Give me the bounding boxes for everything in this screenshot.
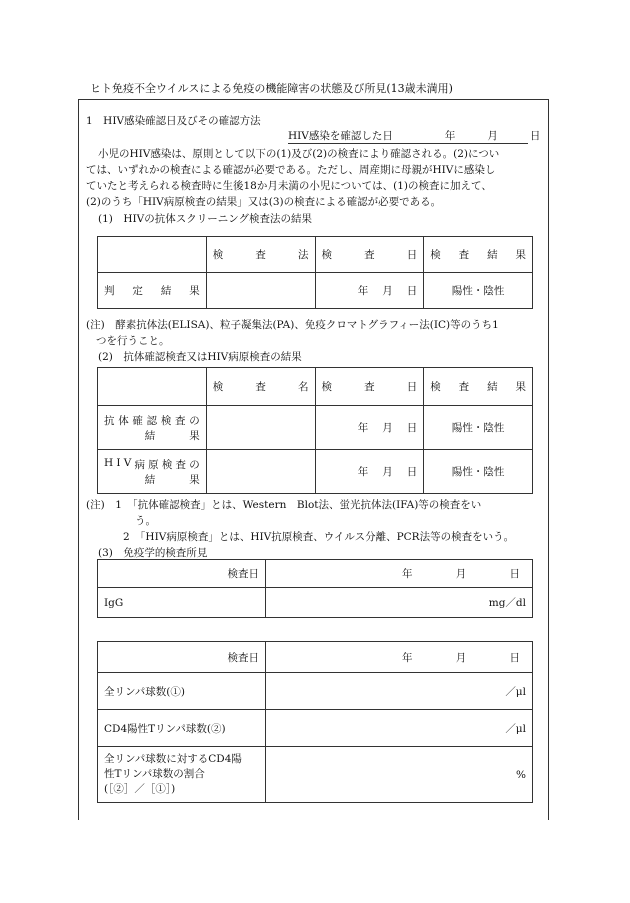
pathogen-label-bottom: 結 果 bbox=[144, 473, 200, 486]
header-result bbox=[424, 368, 533, 406]
name-input[interactable] bbox=[206, 450, 315, 494]
ratio-label-line: (［②］／［①］) bbox=[104, 783, 176, 795]
screening-table bbox=[97, 236, 533, 309]
header-name-text: 検 査 名 bbox=[212, 381, 309, 393]
pathogen-label-top: H I V 病 原 検 査 の bbox=[104, 456, 200, 471]
header-date-text: 検 査 日 bbox=[321, 249, 418, 261]
sub3-heading: (3) 免疫学的検査所見 bbox=[98, 547, 208, 559]
total-lymphocyte-input[interactable]: ／μl bbox=[266, 673, 533, 710]
result-cell[interactable]: 陽性・陰性 bbox=[424, 273, 533, 309]
row-label bbox=[98, 273, 207, 309]
judgment-label: 判 定 結 果 bbox=[104, 285, 200, 297]
sub2-heading: (2) 抗体確認検査又はHIV病原検査の結果 bbox=[98, 351, 302, 363]
row-label bbox=[98, 450, 207, 494]
sub2-note: 2 「HIV病原検査」とは、HIV抗原検査、ウイルス分離、PCR法等の検査をいう。 bbox=[123, 531, 515, 543]
year-unit: 年 bbox=[444, 130, 456, 142]
ratio-label-line: 全リンパ球数に対するCD4陽 bbox=[104, 753, 242, 765]
lymphocyte-table bbox=[97, 641, 533, 803]
exam-date-input[interactable]: 年 月 日 bbox=[266, 560, 533, 588]
cd4-input[interactable]: ／μl bbox=[266, 710, 533, 747]
date-input[interactable]: 年 月 日 bbox=[315, 450, 424, 494]
date-input[interactable]: 年 月 日 bbox=[315, 273, 424, 309]
exam-date-input[interactable]: 年 月 日 bbox=[266, 642, 533, 673]
header-method-text: 検 査 法 bbox=[212, 249, 309, 261]
sub2-note: (注) 1 「抗体確認検査」とは、Western Blot法、蛍光抗体法(IFA)等の検査をい bbox=[86, 499, 482, 511]
confirm-table bbox=[97, 367, 533, 494]
header-method bbox=[206, 237, 315, 273]
paragraph-line: ては、いずれかの検査による確認が必要である。ただし、周産期に母親がHIVに感染し bbox=[86, 164, 496, 176]
header-result bbox=[424, 237, 533, 273]
ratio-label bbox=[98, 747, 266, 803]
exam-date-label: 検査日 bbox=[98, 642, 266, 673]
paragraph-line: ていたと考えられる検査時に生後18か月未満の小児については、(1)の検査に加えて、 bbox=[86, 180, 492, 192]
blank-cell bbox=[98, 368, 207, 406]
header-result-text2: 検 査 結 果 bbox=[430, 381, 526, 393]
paragraph-line: (2)のうち「HIV病原検査の結果」又は(3)の検査による確認が必要である。 bbox=[86, 196, 442, 208]
cd4-label: CD4陽性Tリンパ球数(②) bbox=[98, 710, 266, 747]
blank-cell bbox=[98, 237, 207, 273]
total-lymphocyte-label: 全リンパ球数(①) bbox=[98, 673, 266, 710]
row-label bbox=[98, 406, 207, 450]
date-input[interactable]: 年 月 日 bbox=[315, 406, 424, 450]
paragraph-line: 小児のHIV感染は、原則として以下の(1)及び(2)の検査により確認される。(2)につい bbox=[98, 148, 500, 160]
igg-table bbox=[97, 559, 533, 618]
exam-date-label: 検査日 bbox=[98, 560, 266, 588]
igg-label: IgG bbox=[98, 588, 266, 618]
confirm-date-field[interactable] bbox=[288, 128, 541, 144]
ratio-input[interactable]: % bbox=[266, 747, 533, 803]
header-name bbox=[206, 368, 315, 406]
month-unit: 月 bbox=[487, 130, 498, 142]
antibody-label-top: 抗 体 確 認 検 査 の bbox=[104, 414, 200, 427]
document-title: ヒト免疫不全ウイルスによる免疫の機能障害の状態及び所見(13歳未満用) bbox=[90, 82, 453, 95]
sub1-heading: (1) HIVの抗体スクリーニング検査法の結果 bbox=[98, 213, 313, 225]
result-cell[interactable]: 陽性・陰性 bbox=[424, 450, 533, 494]
sub2-note: う。 bbox=[135, 515, 156, 527]
sub1-note: (注) 酵素抗体法(ELISA)、粒子凝集法(PA)、免疫クロマトグラフィー法(IC)等のうち1 bbox=[86, 319, 499, 331]
confirm-date-label: HIV感染を確認した日 bbox=[288, 130, 393, 142]
sub1-note: つを行うこと。 bbox=[96, 335, 170, 347]
header-date bbox=[315, 237, 424, 273]
header-date bbox=[315, 368, 424, 406]
day-unit: 日 bbox=[529, 130, 541, 142]
method-input[interactable] bbox=[206, 273, 315, 309]
result-cell[interactable]: 陽性・陰性 bbox=[424, 406, 533, 450]
ratio-label-line: 性Tリンパ球数の割合 bbox=[104, 768, 205, 780]
section1-heading: 1 HIV感染確認日及びその確認方法 bbox=[86, 115, 261, 127]
antibody-label-bottom: 結 果 bbox=[144, 429, 200, 442]
igg-value-input[interactable]: mg／dl bbox=[266, 588, 533, 618]
header-result-text: 検 査 結 果 bbox=[430, 249, 526, 261]
name-input[interactable] bbox=[206, 406, 315, 450]
header-date-text2: 検 査 日 bbox=[321, 381, 418, 393]
